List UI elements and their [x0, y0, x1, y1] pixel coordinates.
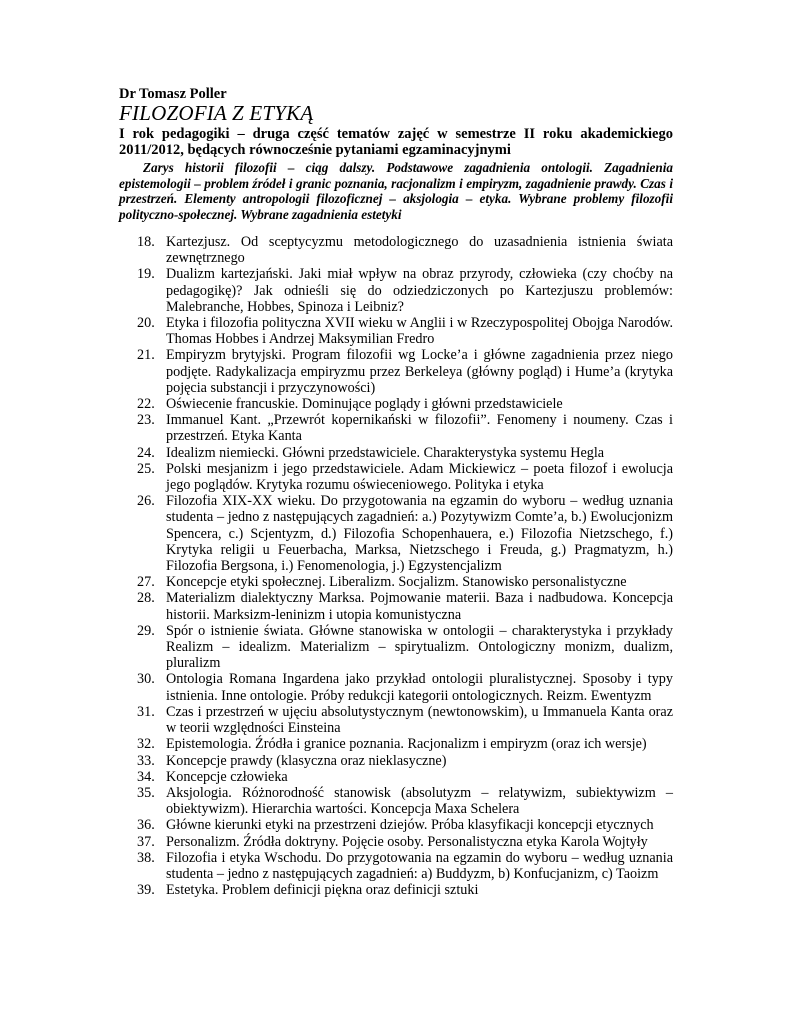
- topic-text: Główne kierunki etyki na przestrzeni dziejów. Próba klasyfikacji koncepcji etycznych: [166, 817, 654, 834]
- topic-number: 27.: [137, 574, 155, 591]
- topic-item: [137, 315, 673, 347]
- topic-text: Czas i przestrzeń w ujęciu absolutystycznym (newtonowskim), u Immanuela Kanta oraz w teorii względności Einsteina: [166, 703, 673, 737]
- topic-item: [137, 769, 673, 785]
- topic-text: Estetyka. Problem definicji piękna oraz definicji sztuki: [166, 882, 479, 899]
- topic-text: Koncepcje etyki społecznej. Liberalizm. Socjalizm. Stanowisko personalistyczne: [166, 574, 627, 591]
- topic-item: [137, 445, 673, 461]
- topic-item: [137, 234, 673, 266]
- course-subtitle: I rok pedagogiki – druga część tematów zajęć w semestrze II roku akademickiego 2011/2012, będących równocześnie pytaniami egzaminacyjnymi: [119, 126, 673, 158]
- topic-number: 30.: [137, 671, 155, 688]
- topic-number: 21.: [137, 347, 155, 364]
- topic-number: 35.: [137, 784, 155, 801]
- topic-number: 38.: [137, 849, 155, 866]
- topic-item: [137, 590, 673, 622]
- topic-number: 22.: [137, 396, 155, 413]
- topic-text: Spór o istnienie świata. Główne stanowiska w ontologii – charakterystyka i przykłady Realizm – idealizm. Materializm – spirytualizm. Ontologiczny monizm, dualizm, pluralizm: [166, 622, 673, 672]
- topic-text: Koncepcje człowieka: [166, 768, 288, 785]
- topic-item: [137, 704, 673, 736]
- topic-number: 37.: [137, 833, 155, 850]
- topic-number: 39.: [137, 882, 155, 899]
- topic-number: 23.: [137, 412, 155, 429]
- topic-item: [137, 736, 673, 752]
- topic-item: [137, 266, 673, 315]
- topic-number: 26.: [137, 493, 155, 510]
- topic-text: Dualizm kartezjański. Jaki miał wpływ na obraz przyrody, człowieka (czy choćby na pedagogikę)? Jak odnieśli się do odziedziczonych po Kartezjuszu problemów: Malebranche, Hobbes, Spinoza i Leibniz?: [166, 266, 673, 315]
- topic-number: 18.: [137, 234, 155, 250]
- topic-item: [137, 623, 673, 672]
- topic-number: 32.: [137, 736, 155, 753]
- topic-item: [137, 671, 673, 703]
- topic-text: Epistemologia. Źródła i granice poznania. Racjonalizm i empiryzm (oraz ich wersje): [166, 736, 647, 753]
- topic-text: Filozofia i etyka Wschodu. Do przygotowania na egzamin do wyboru – według uznania studenta – jedno z następujących zagadnień: a) Buddyzm, b) Konfucjanizm, c) Taoizm: [166, 849, 673, 882]
- topic-number: 24.: [137, 444, 155, 461]
- topic-number: 25.: [137, 460, 155, 477]
- course-title: FILOZOFIA Z ETYKĄ: [119, 101, 314, 125]
- topic-item: [137, 347, 673, 396]
- topic-text: Kartezjusz. Od sceptycyzmu metodologicznego do uzasadnienia istnienia świata zewnętrznego: [166, 234, 673, 267]
- topic-number: 20.: [137, 315, 155, 332]
- topic-item: [137, 461, 673, 493]
- topic-text: Materializm dialektyczny Marksa. Pojmowanie materii. Baza i nadbudowa. Koncepcja historii. Marksizm-leninizm i utopia komunistyczna: [166, 590, 673, 623]
- topic-number: 19.: [137, 266, 155, 283]
- topic-text: Etyka i filozofia polityczna XVII wieku w Anglii i w Rzeczypospolitej Obojga Narodów. Thomas Hobbes i Andrzej Maksymilian Fredro: [166, 315, 673, 348]
- author-name: Dr Tomasz Poller: [119, 86, 227, 102]
- topic-text: Empiryzm brytyjski. Program filozofii wg Locke’a i główne zagadnienia przez niego podjęte. Radykalizacja empiryzmu przez Berkeleya (główny pogląd) i Hume’a (krytyka pojęcia substancji i przyczynowości): [166, 347, 673, 396]
- topic-item: [137, 574, 673, 590]
- topic-number: 34.: [137, 768, 155, 785]
- topic-text: Ontologia Romana Ingardena jako przykład ontologii pluralistycznej. Sposoby i typy istnienia. Inne ontologie. Próby redukcji kategorii ontologicznych. Reizm. Ewentyzm: [166, 671, 673, 704]
- topic-item: [137, 412, 673, 444]
- topic-text: Aksjologia. Różnorodność stanowisk (absolutyzm – relatywizm, subiektywizm – obiektywizm). Hierarchia wartości. Koncepcja Maxa Schelera: [166, 784, 673, 818]
- topic-number: 33.: [137, 752, 155, 769]
- topic-item: [137, 396, 673, 412]
- topic-item: [137, 850, 673, 882]
- topic-number: 29.: [137, 622, 155, 639]
- topic-text: Koncepcje prawdy (klasyczna oraz nieklasyczne): [166, 752, 447, 769]
- topic-text: Filozofia XIX-XX wieku. Do przygotowania na egzamin do wyboru – według uznania studenta – jedno z następujących zagadnień: a.) Pozytywizm Comte’a, b.) Ewolucjonizm Spencera, c.) Scjentyzm, d.) Filozofia Schopenhauera, e.) Filozofia Nietzschego, f.) Krytyka religii u Feuerbacha, Marksa, Nietzschego i Freuda, g.) Pragmatyzm, h.) Filozofia Bergsona, i.) Fenomenologia, j.) Egzystencjalizm: [166, 493, 673, 575]
- topic-number: 31.: [137, 703, 155, 720]
- topic-text: Personalizm. Źródła doktryny. Pojęcie osoby. Personalistyczna etyka Karola Wojtyły: [166, 833, 648, 850]
- topic-item: [137, 493, 673, 574]
- topic-number: 28.: [137, 590, 155, 607]
- topic-text: Polski mesjanizm i jego przedstawiciele. Adam Mickiewicz – poeta filozof i ewolucja jego poglądów. Krytyka rozumu oświeceniowego. Polityka i etyka: [166, 460, 673, 494]
- topic-item: [137, 817, 673, 833]
- topic-text: Idealizm niemiecki. Główni przedstawiciele. Charakterystyka systemu Hegla: [166, 444, 605, 461]
- topic-text: Immanuel Kant. „Przewrót kopernikański w filozofii”. Fenomeny i noumeny. Czas i przestrzeń. Etyka Kanta: [166, 412, 673, 445]
- topic-item: [137, 785, 673, 817]
- topic-list: [137, 234, 673, 898]
- topic-text: Oświecenie francuskie. Dominujące poglądy i główni przedstawiciele: [166, 396, 563, 413]
- topic-item: [137, 753, 673, 769]
- topic-item: [137, 834, 673, 850]
- topic-item: [137, 882, 673, 898]
- course-summary: Zarys historii filozofii – ciąg dalszy. Podstawowe zagadnienia ontologii. Zagadnienia epistemologii – problem źródeł i granic poznania, racjonalizm i empiryzm, zagadnienie prawdy. Czas i przestrzeń. Elementy antropologii filozoficznej – aksjologia – etyka. Wybrane problemy filozofii polityczno-społecznej. Wybrane zagadnienia estetyki: [119, 160, 673, 222]
- topic-number: 36.: [137, 817, 155, 834]
